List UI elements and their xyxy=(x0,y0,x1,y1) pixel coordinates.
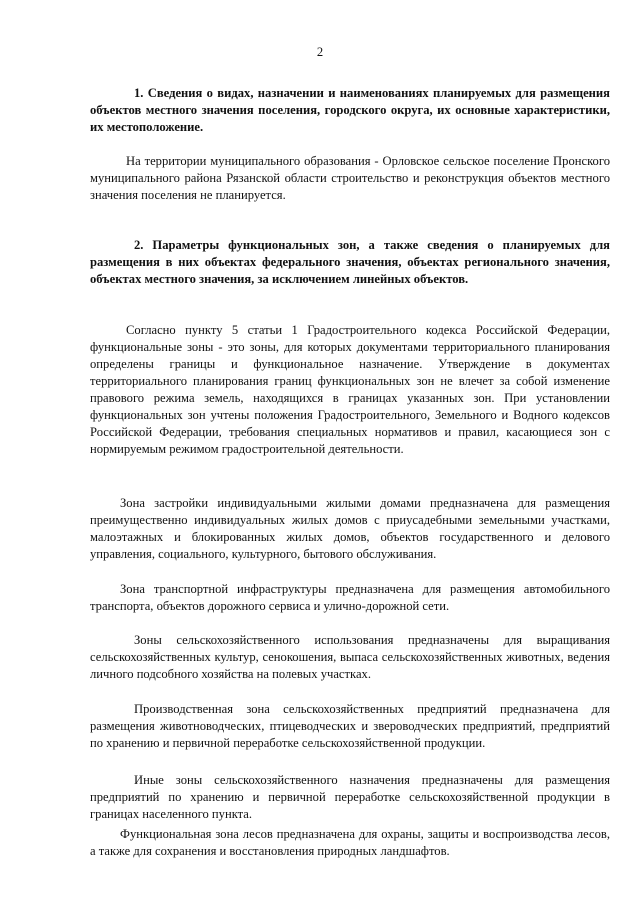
paragraph-transport-zone: Зона транспортной инфраструктуры предназначена для размещения автомобильного транспорта, объектов дорожного сервиса и улично-дорожной сети. xyxy=(90,582,610,613)
paragraph-residential-zone: Зона застройки индивидуальными жилыми домами предназначена для размещения преимущественно индивидуальных жилых домов с приусадебными земельными участками, малоэтажных и блокированных жилых домов, объектов государственного и делового управления, социального, культурного, бытового обслуживания. xyxy=(90,496,610,561)
paragraph-forest-zone: Функциональная зона лесов предназначена для охраны, защиты и воспроизводства лесов, а также для сохранения и восстановления природных ландшафтов. xyxy=(90,827,610,858)
paragraph-functional-zones: Согласно пункту 5 статьи 1 Градостроительного кодекса Российской Федерации, функциональные зоны - это зоны, для которых документами территориального планирования определены границы и функциональное назначение. Утверждение в документах территориального планирования границ функциональных зон не влечет за собой изменение правового режима земель, находящихся в границах указанных зон. При установлении функциональных зон учтены положения Градостроительного, Земельного и Водного кодексов Российской Федерации, требования специальных нормативов и правил, касающиеся зон с нормируемым режимом градостроительной деятельности. xyxy=(90,323,610,456)
section-1-text: На территории муниципального образования - Орловское сельское поселение Пронского муниципального района Рязанской области строительство и реконструкция объектов местного значения поселения не планируется. xyxy=(90,154,610,202)
section-1-heading: 1. Сведения о видах, назначении и наименованиях планируемых для размещения объектов местного значения поселения, городского округа, их основные характеристики, их местоположение. xyxy=(90,86,610,134)
section-2-heading: 2. Параметры функциональных зон, а также сведения о планируемых для размещения в них объектах федерального значения, объектах регионального значения, объектах местного значения, за исключением линейных объектов. xyxy=(90,238,610,286)
paragraph-production-zone: Производственная зона сельскохозяйственных предприятий предназначена для размещения животноводческих, птицеводческих и звероводческих предприятий, предприятий по хранению и первичной переработке сельскохозяйственной продукции. xyxy=(90,702,610,750)
paragraph-other-agricultural-zone: Иные зоны сельскохозяйственного назначения предназначены для размещения предприятий по хранению и первичной переработке сельскохозяйственной продукции в границах населенного пункта. xyxy=(90,773,610,821)
page-number: 2 xyxy=(316,45,324,59)
paragraph-agricultural-zone: Зоны сельскохозяйственного использования предназначены для выращивания сельскохозяйственных культур, сенокошения, выпаса сельскохозяйственных животных, ведения личного подсобного хозяйства на полевых участках. xyxy=(90,633,610,681)
